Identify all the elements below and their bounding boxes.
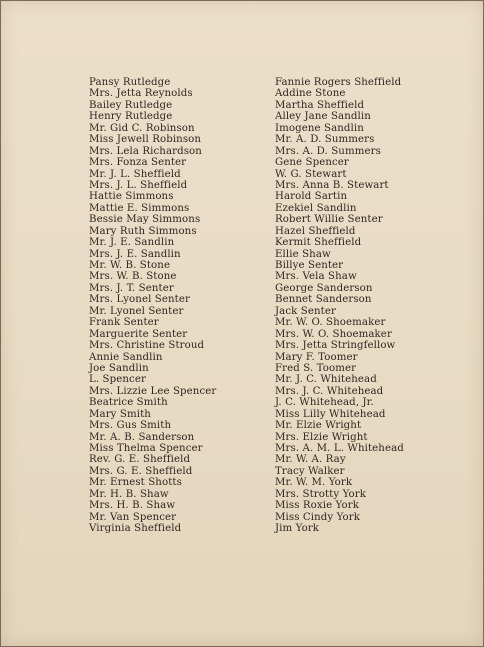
name-entry: Miss Lilly Whitehead [275, 408, 386, 420]
name-entry: Miss Cindy York [275, 511, 361, 523]
name-entry: Mr. J. C. Whitehead [275, 374, 377, 386]
name-entry: Mrs. J. E. Sandlin [89, 248, 181, 260]
name-entry: Mrs. Lela Richardson [89, 145, 202, 157]
name-entry: Miss Thelma Spencer [89, 443, 203, 454]
name-entry: Addine Stone [275, 88, 346, 100]
name-entry: Joe Sandlin [89, 362, 149, 374]
name-entry: Mary F. Toomer [275, 351, 358, 363]
name-entry: Mrs. J. C. Whitehead [275, 385, 384, 397]
name-entry: Mrs. H. B. Shaw [89, 500, 176, 512]
name-entry: Mr. W. O. Shoemaker [275, 317, 386, 329]
name-entry: Mary Smith [89, 408, 151, 420]
name-entry: Rev. G. E. Sheffield [89, 454, 191, 466]
name-entry: Mrs. Lyonel Senter [89, 294, 190, 306]
name-entry: Henry Rutledge [89, 111, 173, 123]
name-entry: Mr. J. E. Sandlin [89, 237, 175, 249]
name-entry: Mrs. Lizzie Lee Spencer [89, 385, 217, 397]
name-entry: Mr. Van Spencer [89, 511, 177, 523]
name-entry: Marguerite Senter [89, 328, 188, 340]
name-entry: Miss Roxie York [275, 500, 359, 512]
name-entry: Martha Sheffield [275, 99, 365, 111]
name-entry: Mary Ruth Simmons [89, 225, 197, 237]
name-entry: Jim York [275, 523, 320, 535]
name-entry: W. G. Stewart [275, 168, 347, 180]
name-entry: Tracy Walker [275, 465, 345, 477]
name-entry: Fannie Rogers Sheffield [275, 77, 402, 88]
name-entry: Mr. Ernest Shotts [89, 477, 182, 489]
name-entry: Mrs. Anna B. Stewart [275, 179, 389, 191]
name-entry: Pansy Rutledge [89, 77, 171, 88]
name-entry: Frank Senter [89, 317, 159, 329]
name-entry: Virginia Sheffield [89, 523, 182, 535]
name-entry: Billye Senter [275, 260, 344, 271]
name-entry: Miss Jewell Robinson [89, 134, 202, 146]
name-entry: Mrs. Strotty York [275, 488, 366, 500]
name-entry: Bailey Rutledge [89, 99, 173, 111]
name-entry: Bessie May Simmons [89, 214, 201, 226]
name-entry: Bennet Sanderson [275, 294, 372, 306]
name-entry: Mattie E. Simmons [89, 202, 190, 214]
name-entry: Hazel Sheffield [275, 225, 356, 237]
name-entry: Mrs. J. T. Senter [89, 282, 174, 294]
name-entry: Mr. H. B. Shaw [89, 488, 169, 500]
name-entry: Mrs. Jetta Reynolds [89, 88, 193, 100]
name-entry: Mrs. Fonza Senter [89, 157, 187, 169]
name-entry: Ezekiel Sandlin [275, 202, 357, 214]
name-entry: Hattie Simmons [89, 191, 174, 203]
name-entry: Mr. W. B. Stone [89, 260, 171, 271]
name-entry: Mrs. A. M. L. Whitehead [275, 443, 404, 454]
name-entry: J. C. Whitehead, Jr. [275, 397, 374, 409]
name-entry: Mr. W. M. York [275, 477, 353, 489]
name-entry: Annie Sandlin [89, 351, 163, 363]
name-entry: Mr. Elzie Wright [275, 420, 362, 432]
name-entry: Robert Willie Senter [275, 214, 383, 226]
name-entry: Mrs. Jetta Stringfellow [275, 340, 396, 352]
name-entry: Mr. W. A. Ray [275, 454, 346, 466]
name-entry: Mrs. W. B. Stone [89, 271, 177, 283]
name-entry: Mrs. Vela Shaw [275, 271, 357, 283]
names-list-right [275, 77, 404, 535]
name-entry: Imogene Sandlin [275, 122, 364, 134]
names-list-left [89, 77, 216, 535]
name-entry: Mr. A. D. Summers [275, 134, 375, 146]
name-entry: Fred S. Toomer [275, 362, 357, 374]
name-entry: Mr. Gid C. Robinson [89, 122, 195, 134]
name-entry: Gene Spencer [275, 157, 349, 169]
name-entry: Mr. A. B. Sanderson [89, 431, 195, 443]
name-entry: Mrs. Christine Stroud [89, 340, 205, 352]
name-entry: George Sanderson [275, 282, 373, 294]
name-entry: Mrs. Gus Smith [89, 420, 172, 432]
name-entry: Mrs. J. L. Sheffield [89, 179, 188, 191]
name-entry: Mr. Lyonel Senter [89, 305, 184, 317]
name-entry: Jack Senter [275, 305, 336, 317]
name-entry: Mrs. G. E. Sheffield [89, 465, 193, 477]
name-entry: Mrs. Elzie Wright [275, 431, 368, 443]
name-entry: Alley Jane Sandlin [275, 111, 371, 123]
name-entry: Harold Sartin [275, 191, 348, 203]
name-entry: Mrs. W. O. Shoemaker [275, 328, 392, 340]
name-entry: Mr. J. L. Sheffield [89, 168, 181, 180]
name-entry: Kermit Sheffield [275, 237, 362, 249]
name-entry: L. Spencer [89, 374, 146, 386]
name-entry: Ellie Shaw [275, 248, 331, 260]
name-entry: Mrs. A. D. Summers [275, 145, 381, 157]
name-entry: Beatrice Smith [89, 397, 168, 409]
